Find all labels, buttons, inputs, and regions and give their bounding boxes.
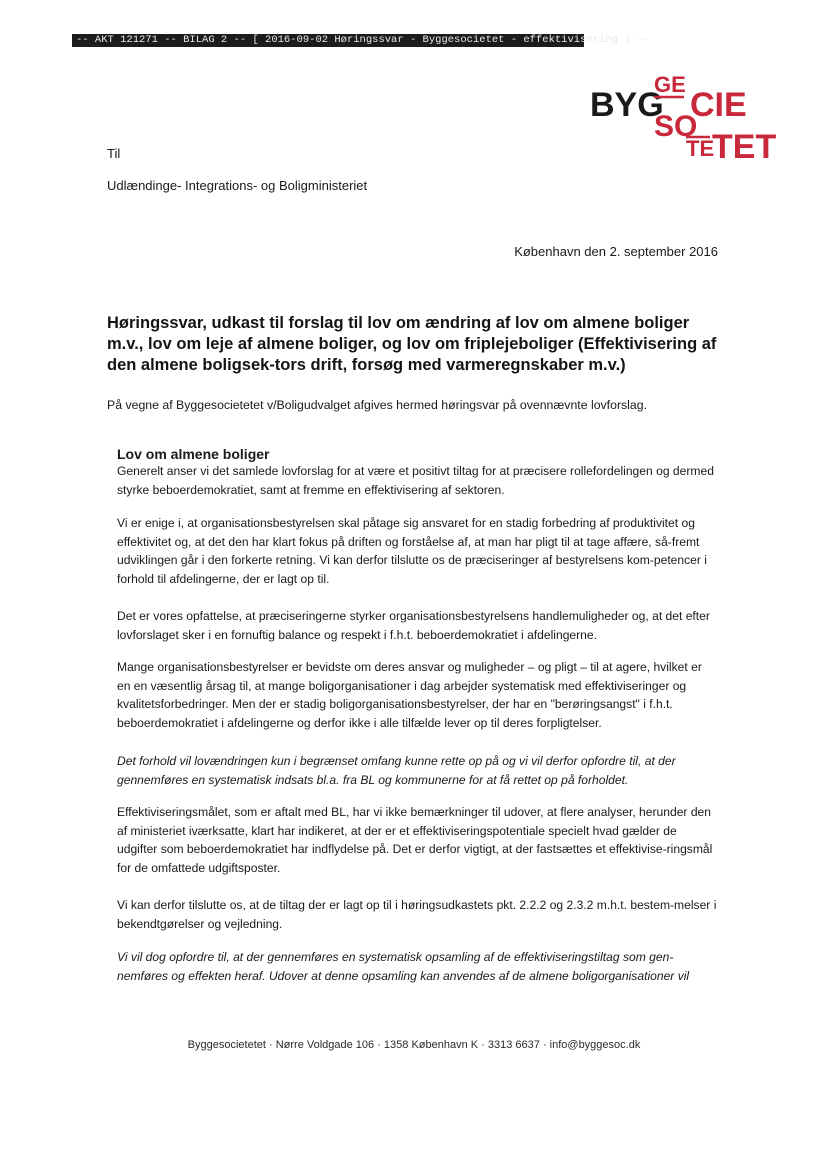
byggesocietetet-logo bbox=[588, 70, 777, 166]
logo-te: TE bbox=[686, 136, 715, 161]
paragraph-4: Mange organisationsbestyrelser er bevidste om deres ansvar og muligheder – og pligt – til at agere, hvilket er en en væsentlig årsag til, at mange boligorganisationer i dag arbejder systematisk med effektiviseringer og kvalitetsforbedringer. Men der er stadig boligorganisationsbestyrelser, der har en "berøringsangst" i f.h.t. beboerdemokratiet i afdelingerne og derfor ikke i alle tilfælde lever op til deres forpligtelser. bbox=[117, 660, 702, 730]
salutation-to: Til bbox=[107, 146, 121, 161]
logo-tet: TET bbox=[712, 128, 777, 166]
paragraph-5: Det forhold vil lovændringen kun i begrænset omfang kunne rette op på og vi vil derfor opfordre til, at der gennemføres en systematisk indsats bl.a. fra BL og kommunerne for at få rettet op på forholdet. bbox=[117, 754, 676, 787]
logo-ge: GE bbox=[654, 72, 686, 97]
paragraph-7: Vi kan derfor tilslutte os, at de tiltag der er lagt op til i høringsudkastets pkt. 2.2.2 og 2.3.2 m.h.t. bestem-melser i bekendtgørelser og vejledning. bbox=[117, 898, 717, 931]
intro-paragraph: På vegne af Byggesocietetet v/Boligudvalget afgives hermed høringsvar på ovennævnte lovforslag. bbox=[107, 398, 648, 412]
archive-stamp: -- AKT 121271 -- BILAG 2 -- [ 2016-09-02 Høringssvar - Byggesocietet - effektivisering ] -- bbox=[72, 34, 584, 47]
recipient: Udlændinge- Integrations- og Boligministeriet bbox=[107, 178, 368, 193]
section-heading: Lov om almene boliger bbox=[117, 446, 270, 462]
paragraph-6: Effektiviseringsmålet, som er aftalt med BL, har vi ikke bemærkninger til udover, at flere analyser, herunder den af ministeriet iværksatte, klart har indikeret, at der er et effektiviseringspotentiale specielt hvad gælder de udgifter som beboerdemokratiet har indflydelse på. Det er derfor vigtigt, at der fastsættes et effektivise-ringsmål for de omfattede udgiftsposter. bbox=[117, 805, 713, 875]
logo-cie: CIE bbox=[690, 86, 747, 124]
paragraph-8: Vi vil dog opfordre til, at der gennemføres en systematisk opsamling af de effektiviseringstiltag som gen-nemføres og effekten heraf. Udover at denne opsamling kan anvendes af de almene boligorganisationer vil bbox=[117, 950, 690, 983]
logo-so: SO bbox=[654, 110, 698, 143]
logo-graphic bbox=[588, 70, 777, 166]
paragraph-2: Vi er enige i, at organisationsbestyrelsen skal påtage sig ansvaret for en stadig forbedring af produktivitet og effektivitet og, at det den har klart fokus på driften og forståelse af, at man har pligt til at tage affære, så-fremt udviklingen går i den forkerte retning. Vi kan derfor tilslutte os de præciseringer af bestyrelsens kom-petencer i forhold til afdelingerne, der er lagt op til. bbox=[117, 516, 707, 586]
letter-footer: Byggesocietetet · Nørre Voldgade 106 · 1358 København K · 3313 6637 · info@byggesoc.dk bbox=[187, 1039, 641, 1051]
paragraph-3: Det er vores opfattelse, at præciseringerne styrker organisationsbestyrelsens handlemuligheder og, at det efter lovforslaget sker i en fornuftig balance og respekt i f.h.t. beboerdemokratiet i afdelingerne. bbox=[117, 609, 710, 642]
logo-byg: BYG bbox=[590, 86, 664, 124]
letter-title: Høringssvar, udkast til forslag til lov om ændring af lov om almene boliger m.v., lov om leje af almene boliger, og lov om friplejeboliger (Effektivisering af den almene boligsek-tors drift, forsøg med varmeregnskaber m.v.) bbox=[107, 314, 717, 374]
paragraph-1: Generelt anser vi det samlede lovforslag for at være et positivt tiltag for at præcisere rollefordelingen og dermed styrke beboerdemokratiet, samt at fremme en effektivisering af sektoren. bbox=[117, 464, 714, 497]
letter-date: København den 2. september 2016 bbox=[514, 244, 718, 259]
